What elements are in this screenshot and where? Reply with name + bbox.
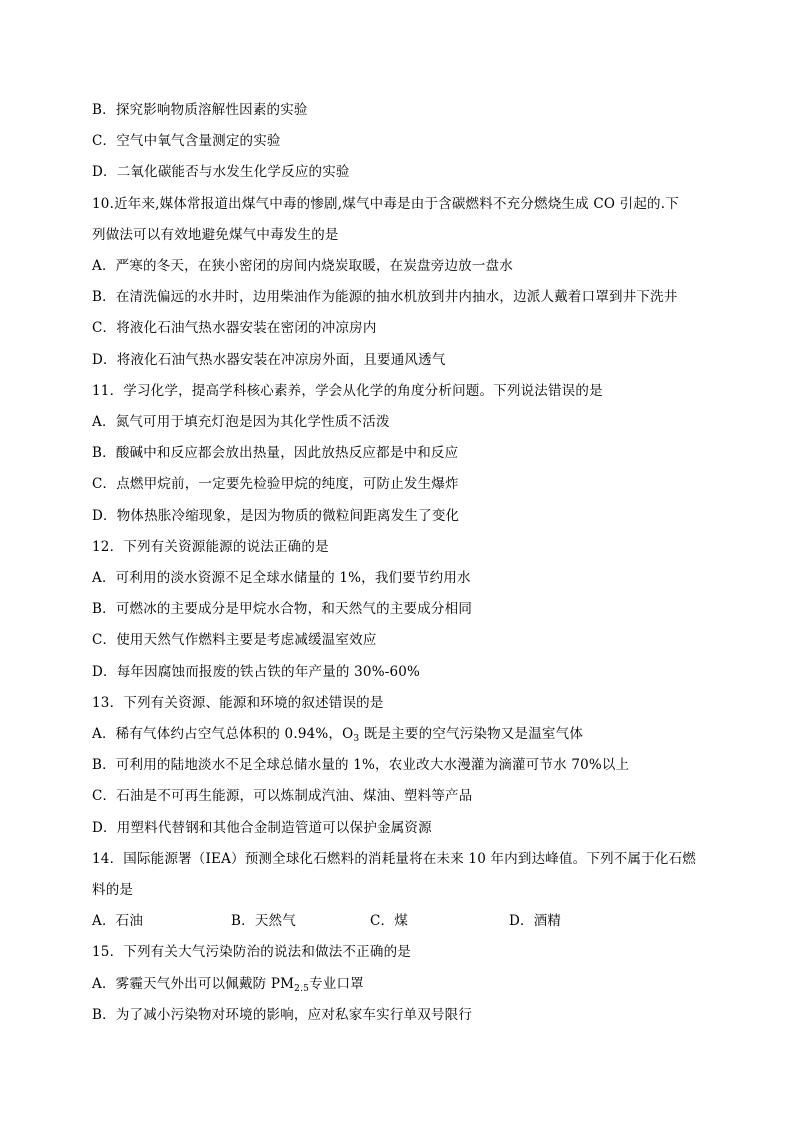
q11-option-a: A．氮气可用于填充灯泡是因为其化学性质不活泼 — [92, 414, 390, 430]
q11-stem: 11．学习化学，提高学科核心素养，学会从化学的角度分析问题。下列说法错误的是 — [92, 383, 603, 399]
q9-option-d: D．二氧化碳能否与水发生化学反应的实验 — [92, 164, 350, 180]
q14-option-a: A．石油 — [92, 913, 144, 929]
q14-stem-line2: 料的是 — [92, 882, 134, 898]
q13-stem: 13．下列有关资源、能源和环境的叙述错误的是 — [92, 695, 384, 711]
q13-option-a-text: A．稀有气体约占空气总体积的 0.94%，O — [92, 726, 354, 742]
q10-option-a: A．严寒的冬天，在狭小密闭的房间内烧炭取暖，在炭盘旁边放一盘水 — [92, 258, 513, 274]
q12-option-d: D．每年因腐蚀而报废的铁占铁的年产量的 30%-60% — [92, 664, 421, 680]
q15-stem: 15．下列有关大气污染防治的说法和做法不正确的是 — [92, 944, 411, 960]
q10-option-c: C．将液化石油气热水器安装在密闭的冲凉房内 — [92, 320, 377, 336]
q11-option-b: B．酸碱中和反应都会放出热量，因此放热反应都是中和反应 — [92, 445, 459, 461]
q13-option-b: B．可利用的陆地淡水不足全球总储水量的 1%，农业改大水漫灌为滴灌可节水 70%以上 — [92, 757, 630, 773]
q10-option-b: B．在清洗偏远的水井时，边用柴油作为能源的抽水机放到井内抽水，边派人戴着口罩到井下洗井 — [92, 289, 678, 305]
q11-option-d: D．物体热胀冷缩现象，是因为物质的微粒间距离发生了变化 — [92, 508, 460, 524]
q10-stem-line1: 10.近年来,媒体常报道出煤气中毒的惨剧,煤气中毒是由于含碳燃料不充分燃烧生成 CO 引起的.下 — [92, 196, 679, 212]
q10-option-d: D．将液化石油气热水器安装在冲凉房外面，且要通风透气 — [92, 352, 446, 368]
q12-stem: 12．下列有关资源能源的说法正确的是 — [92, 539, 329, 555]
q12-option-c: C．使用天然气作燃料主要是考虑减缓温室效应 — [92, 632, 377, 648]
q13-option-d: D．用塑料代替钢和其他合金制造管道可以保护金属资源 — [92, 820, 432, 836]
q14-options — [92, 911, 561, 931]
q13-option-c: C．石油是不可再生能源，可以炼制成汽油、煤油、塑料等产品 — [92, 788, 473, 804]
q14-option-c: C．煤 — [370, 913, 408, 929]
q15-option-a-subscript: 2.5 — [294, 984, 310, 994]
q12-option-b: B．可燃冰的主要成分是甲烷水合物，和天然气的主要成分相同 — [92, 601, 473, 617]
q15-option-a-text: A．雾霾天气外出可以佩戴防 PM — [92, 976, 295, 992]
q13-option-a — [92, 724, 583, 744]
q13-option-a-text-rest: 既是主要的空气污染物又是温室气体 — [359, 726, 584, 742]
q15-option-b: B．为了减小污染物对环境的影响，应对私家车实行单双号限行 — [92, 1007, 473, 1023]
q15-option-a — [92, 974, 364, 994]
q9-option-b: B．探究影响物质溶解性因素的实验 — [92, 102, 308, 118]
q9-option-c: C．空气中氧气含量测定的实验 — [92, 133, 281, 149]
q12-option-a: A．可利用的淡水资源不足全球水储量的 1%，我们要节约用水 — [92, 570, 471, 586]
q15-option-a-text-rest: 专业口罩 — [309, 976, 364, 992]
q14-option-d: D．酒精 — [509, 913, 562, 929]
q13-option-a-subscript: 3 — [353, 734, 360, 744]
q10-stem-line2: 列做法可以有效地避免煤气中毒发生的是 — [92, 227, 339, 243]
q11-option-c: C．点燃甲烷前，一定要先检验甲烷的纯度，可防止发生爆炸 — [92, 476, 459, 492]
q14-option-b: B．天然气 — [231, 913, 296, 929]
q14-stem-line1: 14．国际能源署（IEA）预测全球化石燃料的消耗量将在未来 10 年内到达峰值。下列不属于化石燃 — [92, 851, 696, 867]
